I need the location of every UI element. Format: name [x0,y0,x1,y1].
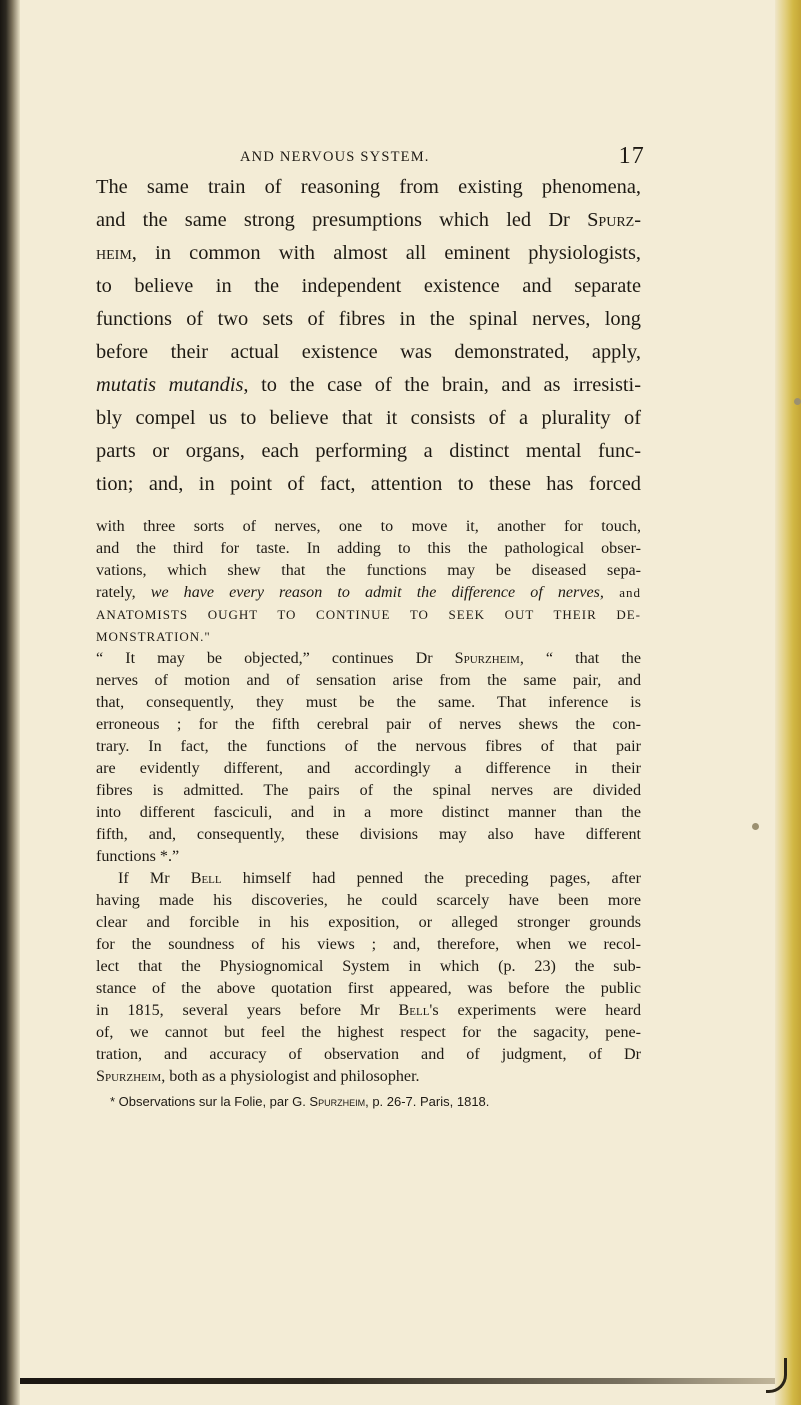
body-line: lect that the Physiognomical System in which (p. 23) the sub- [96,958,641,975]
body-line: stance of the above quotation first appeared, was before the public [96,980,641,997]
page-edge [775,0,801,1405]
main-line: and the same strong presumptions which led Dr Spurz- [96,209,641,231]
page-number: 17 [618,143,645,169]
quote-line: are evidently different, and accordingly a difference in their [96,760,641,777]
quote-line: vations, which shew that the functions may be diseased sepa- [96,562,641,579]
main-line: parts or organs, each performing a distinct mental func- [96,440,641,462]
footnote-marker: * [110,1094,116,1109]
quote-line: MONSTRATION." [96,629,211,644]
main-line: to believe in the independent existence and separate [96,275,641,297]
main-line: functions of two sets of fibres in the spinal nerves, long [96,308,641,330]
body-line: in 1815, several years before Mr Bell's experiments were heard [96,1002,641,1019]
quote-line: ANATOMISTS OUGHT TO CONTINUE TO SEEK OUT THEIR DE- [96,607,641,622]
main-line: before their actual existence was demonstrated, apply, [96,341,641,363]
quote-line: functions *.” [96,848,180,865]
running-head-title: AND NERVOUS SYSTEM. [240,149,430,165]
paper-speck [752,823,759,830]
body-line: having made his discoveries, he could scarcely have been more [96,892,641,909]
quote-line: with three sorts of nerves, one to move it, another for touch, [96,518,641,535]
body-line: tration, and accuracy of observation and of judgment, of Dr [96,1046,641,1063]
main-line: mutatis mutandis, to the case of the brain, and as irresisti- [96,374,641,396]
main-line: heim, in common with almost all eminent physiologists, [96,242,641,264]
bottom-edge-shadow [20,1378,775,1384]
running-head [240,143,645,171]
footnote: * Observations sur la Folie, par G. Spurzheim, p. 26-7. Paris, 1818. [110,1094,490,1109]
quote-line: trary. In fact, the functions of the nervous fibres of that pair [96,738,641,755]
quote-line: into different fasciculi, and in a more distinct manner than the [96,804,641,821]
paper-speck [794,398,801,405]
quote-line: “ It may be objected,” continues Dr Spurzheim, “ that the [96,650,641,667]
body-line: If Mr Bell himself had penned the preceding pages, after [118,870,641,887]
quote-line: nerves of motion and of sensation arise from the same pair, and [96,672,641,689]
main-line: The same train of reasoning from existing phenomena, [96,176,641,198]
quote-line: erroneous ; for the fifth cerebral pair of nerves shews the con- [96,716,641,733]
binding-gutter [0,0,20,1405]
quote-line: that, consequently, they must be the same. That inference is [96,694,641,711]
main-line: tion; and, in point of fact, attention to these has forced [96,473,641,495]
body-line: for the soundness of his views ; and, therefore, when we recol- [96,936,641,953]
body-line: of, we cannot but feel the highest respect for the sagacity, pene- [96,1024,641,1041]
quote-line: and the third for taste. In adding to this the pathological obser- [96,540,641,557]
quote-line: rately, we have every reason to admit the difference of nerves, and [96,584,641,601]
main-line: bly compel us to believe that it consists of a plurality of [96,407,641,429]
body-line: Spurzheim, both as a physiologist and philosopher. [96,1068,420,1085]
quote-line: fibres is admitted. The pairs of the spinal nerves are divided [96,782,641,799]
body-line: clear and forcible in his exposition, or alleged stronger grounds [96,914,641,931]
quote-line: fifth, and, consequently, these divisions may also have different [96,826,641,843]
